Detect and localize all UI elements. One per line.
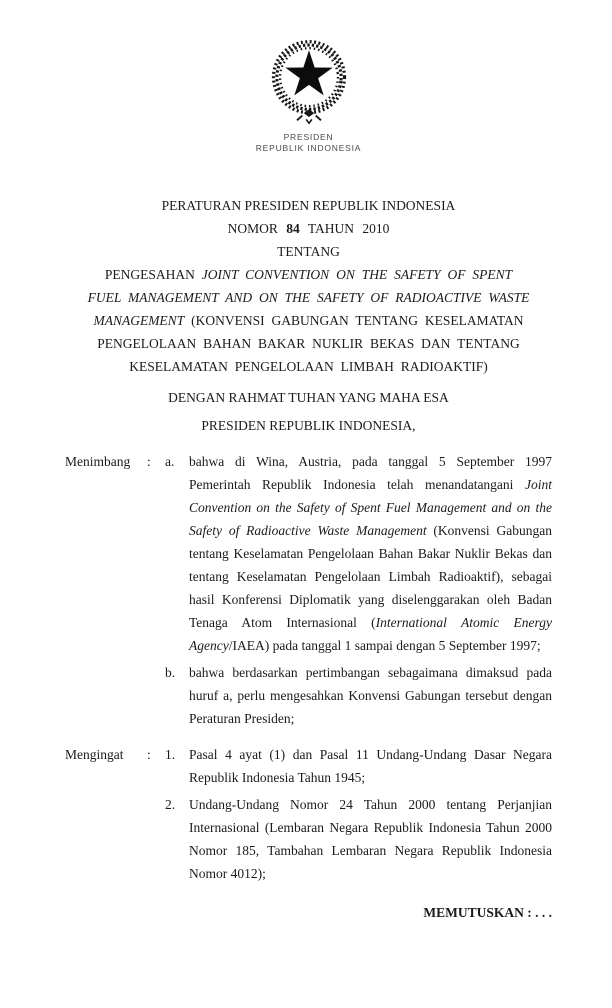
nomor-value: 84 xyxy=(286,221,300,236)
legal-basis-item xyxy=(165,793,552,885)
consideration-item xyxy=(165,661,552,730)
item-text: Undang-Undang Nomor 24 Tahun 2000 tentang Perjanjian Internasional (Lembaran Negara Republik Indonesia Tahun 2000 Nomor 185, Tambahan Lembaran Negara Republik Indonesia Nomor 4012); xyxy=(189,797,552,881)
menimbang-colon: : xyxy=(147,454,151,469)
item-text: Pasal 4 ayat (1) dan Pasal 11 Undang-Undang Dasar Negara Republik Indonesia Tahun 1945; xyxy=(189,747,552,785)
letterhead xyxy=(65,34,552,154)
seal-caption-republik-indonesia: REPUBLIK INDONESIA xyxy=(255,143,362,153)
nomor-label: NOMOR xyxy=(227,221,278,236)
legal-basis-item xyxy=(165,743,552,789)
tentang-label: TENTANG xyxy=(277,244,340,259)
menimbang-items xyxy=(165,450,552,730)
regulation-title: PERATURAN PRESIDEN REPUBLIK INDONESIA xyxy=(161,198,456,213)
item-marker: 1. xyxy=(165,747,176,762)
menimbang-label: Menimbang xyxy=(65,454,131,469)
regulation-subject: PENGESAHAN JOINT CONVENTION ON THE SAFETY OF SPENT FUEL MANAGEMENT AND ON THE SAFETY OF RADIOACTIVE WASTE MANAGEMENT (KONVENSI GABUNGAN TENTANG KESELAMATAN PENGELOLAAN BAHAN BAKAR NUKLIR BEKAS DAN TENTANG KESELAMATAN PENGELOLAAN LIMBAH RADIOAKTIF) xyxy=(87,267,530,374)
authority-line: PRESIDEN REPUBLIK INDONESIA, xyxy=(201,418,416,433)
consideration-item xyxy=(165,450,552,657)
item-text: bahwa berdasarkan pertimbangan sebagaimana dimaksud pada huruf a, perlu mengesahkan Konvensi Gabungan tersebut dengan Peraturan Presiden; xyxy=(189,665,552,726)
menimbang-section xyxy=(65,450,552,730)
memutuskan-line: MEMUTUSKAN : . . . xyxy=(423,905,552,920)
regulation-number-line xyxy=(65,217,552,240)
mengingat-items xyxy=(165,743,552,885)
item-marker: 2. xyxy=(165,797,176,812)
mengingat-label: Mengingat xyxy=(65,747,124,762)
item-text: bahwa di Wina, Austria, pada tanggal 5 September 1997 Pemerintah Republik Indonesia telah menandatangani Joint Convention on the Safety of Spent Fuel Management and on the Safety of Radioactive Waste Management (Konvensi Gabungan tentang Keselamatan Pengelolaan Bahan Bakar Nuklir Bekas dan tentang Keselamatan Pengelolaan Limbah Radioaktif), sebagai hasil Konferensi Diplomatik yang diselenggarakan oleh Badan Tenaga Atom Internasional (International Atomic Energy Agency/IAEA) pada tanggal 1 sampai dengan 5 September 1997; xyxy=(189,454,552,653)
item-marker: a. xyxy=(165,454,175,469)
mengingat-section xyxy=(65,743,552,885)
invocation-line: DENGAN RAHMAT TUHAN YANG MAHA ESA xyxy=(168,390,449,405)
tahun-label: TAHUN 2010 xyxy=(307,221,390,236)
item-marker: b. xyxy=(165,665,176,680)
title-block xyxy=(65,194,552,378)
mengingat-colon: : xyxy=(147,747,151,762)
seal-caption-presiden: PRESIDEN xyxy=(283,132,334,142)
star-wreath-emblem-icon xyxy=(261,34,357,128)
